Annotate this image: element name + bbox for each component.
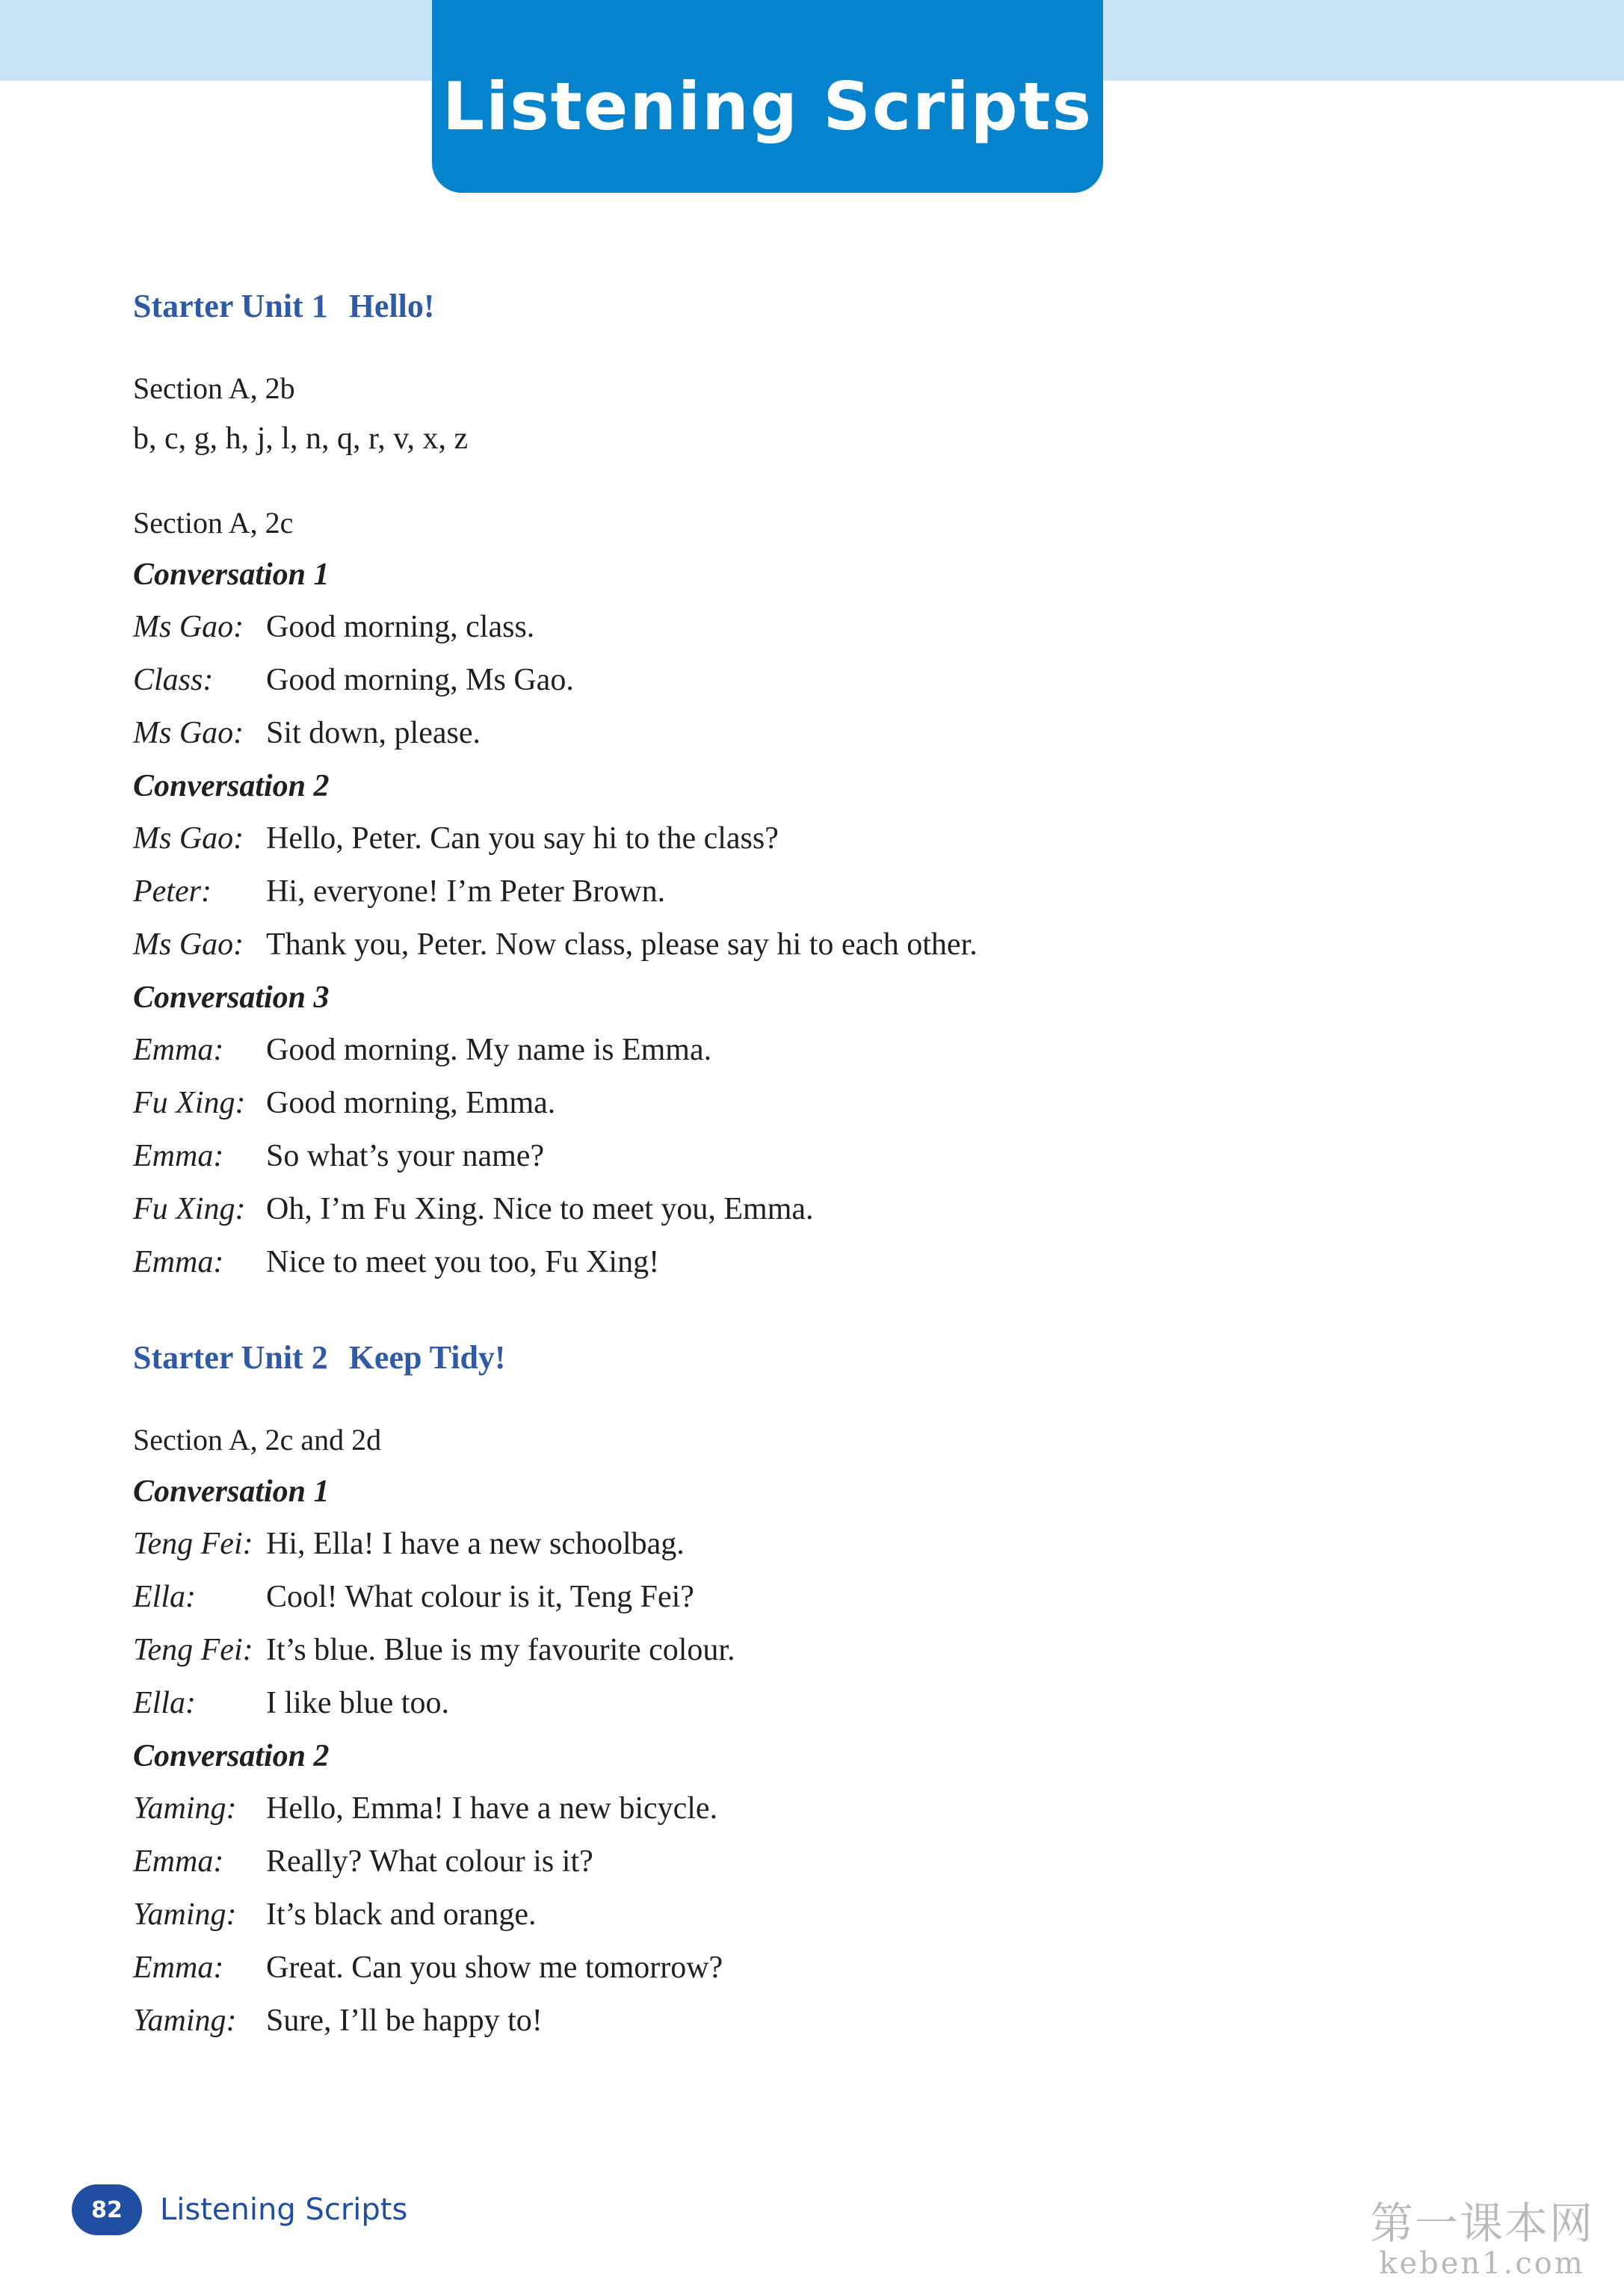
speaker-name: Yaming: [133,1897,237,1932]
dialogue-text: I like blue too. [266,1686,449,1720]
speaker-name: Emma: [133,1139,224,1173]
unit-heading [133,1335,1516,1380]
dialogue-line [133,1942,1516,1995]
dialogue-text: Sit down, please. [266,716,481,750]
speaker-name: Ms Gao: [133,610,244,644]
speaker-name: Class: [133,663,214,697]
conversation-title: Conversation 1 [133,1474,330,1509]
section-heading: Section A, 2b [133,371,295,405]
footer-label: Listening Scripts [160,2193,408,2227]
dialogue-text: Hi, everyone! I’m Peter Brown. [266,874,666,909]
dialogue-text: Nice to meet you too, Fu Xing! [266,1245,660,1279]
dialogue-text: Sure, I’ll be happy to! [266,2004,543,2038]
dialogue-line [133,1995,1516,2048]
dialogue-text: Hello, Peter. Can you say hi to the class? [266,821,779,856]
dialogue-line [133,1677,1516,1730]
section-heading: Section A, 2c and 2d [133,1423,382,1457]
speaker-name: Emma: [133,1033,224,1067]
speaker-name: Emma: [133,1844,224,1879]
dialogue-line [133,1782,1516,1835]
dialogue-line [133,1571,1516,1624]
dialogue-line [133,1624,1516,1677]
unit-title: Keep Tidy! [348,1339,506,1376]
conversation-title: Conversation 1 [133,557,330,592]
unit-number: Starter Unit 2 [133,1339,328,1376]
dialogue-text: It’s blue. Blue is my favourite colour. [266,1633,735,1667]
unit-heading [133,284,1516,329]
dialogue-text: Hi, Ella! I have a new schoolbag. [266,1527,685,1561]
dialogue-text: Cool! What colour is it, Teng Fei? [266,1580,694,1614]
page-title: Listening Scripts [442,67,1093,145]
dialogue-text: Great. Can you show me tomorrow? [266,1950,723,1985]
conversation-title: Conversation 2 [133,769,330,803]
speaker-name: Emma: [133,1950,224,1985]
watermark-chinese: 第一课本网 [1369,2198,1594,2249]
dialogue-line [133,1835,1516,1888]
dialogue-line [133,812,1516,865]
speaker-name: Ella: [133,1580,196,1614]
page-number: 82 [72,2184,142,2235]
conversation-title: Conversation 2 [133,1739,330,1773]
speaker-name: Teng Fei: [133,1527,253,1561]
dialogue-text: Oh, I’m Fu Xing. Nice to meet you, Emma. [266,1192,814,1226]
dialogue-line [133,707,1516,760]
dialogue-text: So what’s your name? [266,1139,545,1173]
dialogue-line [133,865,1516,918]
dialogue-line [133,654,1516,707]
title-tab [432,0,1103,193]
dialogue-text: Really? What colour is it? [266,1844,593,1879]
dialogue-text: Thank you, Peter. Now class, please say hi to each other. [266,927,978,962]
watermark [1370,2199,1594,2279]
speaker-name: Teng Fei: [133,1633,253,1667]
dialogue-text: Good morning, Ms Gao. [266,663,574,697]
speaker-name: Ella: [133,1686,196,1720]
script-line: b, c, g, h, j, l, n, q, r, v, x, z [133,421,469,456]
dialogue-line [133,1077,1516,1130]
dialogue-line [133,1518,1516,1571]
listening-scripts-content [133,284,1516,2048]
section-heading: Section A, 2c [133,506,294,540]
dialogue-line [133,918,1516,972]
unit-spacer [133,1289,1516,1335]
dialogue-line [133,1888,1516,1942]
speaker-name: Fu Xing: [133,1192,246,1226]
speaker-name: Ms Gao: [133,716,244,750]
speaker-name: Ms Gao: [133,821,244,856]
dialogue-line [133,1183,1516,1236]
speaker-name: Yaming: [133,2004,237,2038]
speaker-name: Fu Xing: [133,1086,246,1120]
dialogue-line [133,1130,1516,1183]
speaker-name: Emma: [133,1245,224,1279]
dialogue-line [133,601,1516,654]
speaker-name: Yaming: [133,1791,237,1826]
watermark-latin: keben1.com [1379,2246,1585,2281]
speaker-name: Peter: [133,874,212,909]
dialogue-text: It’s black and orange. [266,1897,537,1932]
conversation-title: Conversation 3 [133,980,330,1015]
dialogue-text: Good morning, Emma. [266,1086,556,1120]
dialogue-text: Good morning. My name is Emma. [266,1033,712,1067]
speaker-name: Ms Gao: [133,927,244,962]
dialogue-text: Good morning, class. [266,610,535,644]
unit-title: Hello! [348,288,435,324]
dialogue-line [133,1236,1516,1289]
unit-number: Starter Unit 1 [133,288,328,324]
footer [72,2184,407,2235]
dialogue-line [133,1024,1516,1077]
dialogue-text: Hello, Emma! I have a new bicycle. [266,1791,718,1826]
